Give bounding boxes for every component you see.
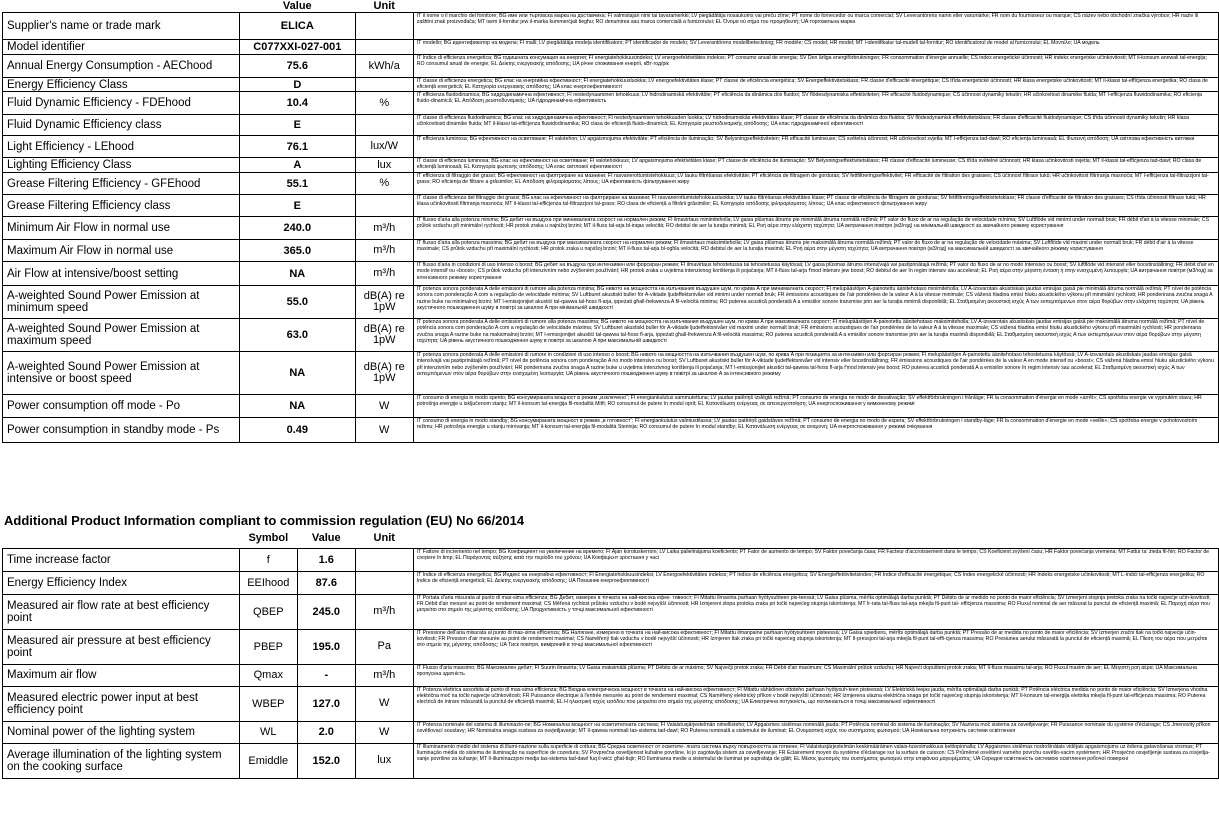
translations-cell bbox=[413, 395, 1218, 418]
table-row bbox=[3, 743, 1219, 778]
column-header-unit: Unit bbox=[373, 0, 395, 12]
table-row bbox=[3, 115, 1219, 136]
translations-text: IT potenza sonora ponderata A delle emissioni di rumore in condizioni di uso intenso o boost; BG нивото на мощността на излъчвания въздушен шум, по крива A при позицията за интензивен или форсиран режим; FI melupäästöjen A-painotettu äänitehotaso tehostetussa käytössä; LV A-izsvarotais akustiskais jaudas emisijas gaisā intensīvajā vai pastiprinātajā režīmā; PT nível de potência sonora com ponderação A no modo intensivo ou boost; SV Luftburet akustiskt buller för A-viktade ljudeffektsnivåer vid intensiv eller boostinställning; FR émissions acoustiques de l'air pondérées de la valeur A en mode intensif ou «boost»; CS vážená hladina emisí hluku akustického výkonu při intenzivním nebo zvýšeném používání; HR ponderirana zvučna snaga A razine buke u uvjetima intenzivnog korištenja ili pojačanja; MT l-emissjonijiet akustiċi tal-qawwa tal-ħoss fl-arja f'mod intensiv jew boost; RO puterea acustică ponderată A a emisiilor sonore în regim intensiv sau accelerat; EL Σταθμισμένη ακουστική ισχύς A των εκπεμπόμενων στον αέρα θορύβων στην ενισχυμένη λειτουργία; UA рівень акустичного пошкодження шуму в повітрі за шкалою A за інтенсивного режиму bbox=[416, 352, 1214, 377]
row-value: 10.4 bbox=[239, 92, 355, 115]
translations-cell bbox=[413, 55, 1218, 78]
translations-cell bbox=[413, 594, 1218, 629]
translations-cell bbox=[413, 548, 1218, 571]
row-value: 365.0 bbox=[239, 240, 355, 262]
row-label: Energy Efficiency Class bbox=[3, 78, 240, 92]
row-value: NA bbox=[239, 395, 355, 418]
row-unit: lux bbox=[355, 158, 413, 173]
row-label: Power consumption in standby mode - Ps bbox=[3, 418, 240, 443]
row-unit: W bbox=[355, 721, 413, 743]
row-unit bbox=[355, 571, 413, 594]
row-value: 195.0 bbox=[297, 629, 355, 664]
translations-cell bbox=[413, 173, 1218, 195]
row-value: 76.1 bbox=[239, 136, 355, 158]
table-header-row bbox=[3, 528, 1219, 548]
row-symbol: PBEP bbox=[239, 629, 297, 664]
table-row bbox=[3, 13, 1219, 40]
row-value: - bbox=[297, 664, 355, 686]
table-row bbox=[3, 158, 1219, 173]
row-unit: % bbox=[355, 92, 413, 115]
translations-text: IT flusso d'aria alla potenza massima; BG дебит на въздуха при максималната скорост на нормален режим; FI ilmavirtaus maksimiteholla; LV gaisa plūsmas ātrums pie maksimālā ātruma normālā režīmā; PT valor do fluxo de ar na regulação de velocidade máxima; SV Luftflöde vid maximi under normalt bruk; FR débit d'air à la vitesse maximale; CS průtok vzduchu při maximální rychlosti; HR protok zraka u najvišoj brzini; MT il-fluss tal-arja bl-ogħla veloċità; RO debitul de aer la turația maximă; EL Ροή αέρα στην μέγιστη ταχύτητα; UA витрачання повітря (м3/год) на максимальній швидкості за звичайного режиму користування bbox=[416, 240, 1194, 253]
row-label: A-weighted Sound Power Emission at minimum speed bbox=[3, 286, 240, 319]
translations-text: IT Indice di efficienza energetica; BG Индекс на енергийна ефективност; FI Energiatehokkuusindeksi; LV Energoefektivitātes indekss; PT Índice de eficiência energética; SV Energieffektivitetsindex; FR Indice d'efficacité énergétique; CS Index energetické účinnosti; HR Indeks energetske učinkovitosti; MT L-indiċi tal-effiċjenza enerġetika; RO Indice de eficiență energetică; EL Δείκτης ενεργειακής απόδοσης; UA Показник енергоефективності bbox=[416, 571, 1205, 584]
translations-text: IT potenza sonora ponderata A delle emissioni di rumore alla potenza massima; BG нивото на мощността на излъчвания въздушен шум, по крива A при максималната скорост; FI melupäästöjen A-painotettu äänitehotaso maksimiteholla; LV A-izsvarotais akustiskais jaudas emisijas gaisā pie maksimālā ātruma normālā režīmā; PT nível de potência sonora com ponderação A com a regulação de velocidade máxima; SV Luftburet akustiskt buller för A-viktade ljudeffektsnivåer vid maximi under normalt bruk; FR émissions acoustiques de l'air pondérées de la valeur A à la vitesse maximale; CS vážená hladina emisí hluku akustického výkonu při maximální rychlosti; HR ponderirana zvučna snaga A razine buke na maksimalnoj brzini; MT l-emissjonijiet akustiċi tal-qawwa tal-ħoss fl-arja, ippeżati għall-frekwenza A fil-veloċità massima; RO puterea acustică ponderată A a emisiilor sonore transmise prin aer la turația maximă disponibilă; EL Σταθμισμένη ακουστική ισχύς A των εκπεμπόμενων στον αέρα θορύβων στην μέγιστη ταχύτητα; UA рівень акустичного пошкодження шуму в повітрі за шкалою A при максимальній швидкості bbox=[416, 319, 1205, 344]
translations-text: IT classe di efficienza luminosa; BG клас на ефективност на осветяване; FI valotehokkuus; LV apgaismojuma efektivitātes klase; PT classe de eficiência de iluminação; SV Belysningseffektivitetsklass; FR classe d'efficacité lumineuse; CS třída světelné účinnosti; HR klasa učinkovitosti svjetla; MT il-klassi tal-effiċjenza tad-dawl; RO clasa de eficiență luminoasă; EL Κατηγορία φωτεινής απόδοσης; UA клас світлової ефективності bbox=[416, 158, 1202, 171]
row-symbol: QBEP bbox=[239, 594, 297, 629]
row-label: Power consumption off mode - Po bbox=[3, 395, 240, 418]
row-unit: dB(A) re 1pW bbox=[355, 352, 413, 395]
row-unit: m³/h bbox=[355, 262, 413, 286]
row-label: Annual Energy Consumption - AEChood bbox=[3, 55, 240, 78]
translations-text: IT Illuminamento medio del sistema di illumi-nazione sulla superficie di cottura; BG Средна осветеност от осветите- лната система върху повърхността за готвене; FI Valaistusjärjestelmän keskimääräinen valais-tusvoimakkuus keittopinnalla; LV Apgaismes sistēmas nodrošinātais vidējais apgaismojums uz ēdiena gatavošanas virsmas; PT Iluminação média do sistema de iluminação na superfície de cozedura; SV Povprečna osvetljenost kuhalne površine, ki jo zagotavlja sistem za osvetljevanje; FR Éclairement moyen du système d'éclairage sur la surface de cuisson; CS Průměrné osvětlení varného povrchu osvětlo-vacím systémem; HR Prosječno osvjetljenje sustava za osvjetlja-vanje površine za kuhanje; MT Il-illuminazzjoni medja tas-sistema tad-dawl fuq il-wiċċ għat-tisjir; RO Iluminarea medie a sistemului de iluminat pe suprafața de gătit; EL Μέσος φωτισμός του συστήματος φωτισμού στην επιφάνεια μαγειρέματος; UA Середня освітленість системою освітлення робочої поверхні bbox=[416, 743, 1210, 763]
row-value: 1.6 bbox=[297, 548, 355, 571]
translations-text: IT consumo di energia in modo standby; BG консумираната мощност в режим „в готовност“; FI energiankulutus valmiustilassa; LV jaudas patēriņš gaidstāves režīmā; PT consumo de energia no modo de espera; SV effektförbrukningen i standby-läge; FR la consommation d'énergie en mode «veille»; CS spotřeba energie v pohotovostním režimu; HR potrošnja energije u stanju mirovanja; MT il-konsum tal-enerġija fil-modalità Stennija; RO consumul de putere în modul standby; EL Κατανάλωση ενέργειας σε αναμονή; UA енергоспоживання у режимі очікування bbox=[416, 418, 1198, 431]
table-row bbox=[3, 78, 1219, 92]
row-symbol: Emiddle bbox=[239, 743, 297, 778]
table-row bbox=[3, 395, 1219, 418]
table-row bbox=[3, 217, 1219, 240]
row-value: 55.1 bbox=[239, 173, 355, 195]
row-label: Maximum Air Flow in normal use bbox=[3, 240, 240, 262]
row-label: Model identifier bbox=[3, 40, 240, 55]
translations-text: IT consumo di energia in modo spento; BG консумираната мощност в режим „изключено“; FI energiankulutus sammutettuna; LV jaudas patēriņš izslēgtā režīmā; PT consumo de energia no modo de desativação; SV effektförbrukningen i frånläge; FR la consommation d'énergie en mode «arrêt»; CS spotřeba energie ve vypnutém stavu; HR potrošnja energije u isključenom stanju; MT il-konsum tal-enerġija fil-modalità Mitfi; RO consumul de putere în modul oprit; EL Κατανάλωση ενέργειας σε απενεργοποίηση; UA енергоспоживання у вимкненому режимі bbox=[416, 395, 1202, 408]
row-unit bbox=[355, 13, 413, 40]
row-unit: m³/h bbox=[355, 664, 413, 686]
row-label: Grease Filtering Efficiency class bbox=[3, 195, 240, 217]
translations-text: IT flusso d'aria in condizioni di uso intenso o boost; BG дебит на въздуха при интензивен или форсиран режим; FI ilmavirtaus tehostetussa tai tehostetussa käytössä; LV gaisa plūsmas ātrums intensīvajā vai pastiprinātajā režīmā; PT valor do fluxo de ar no modo intensivo ou boost; SV luftflöde vid intensivt eller boostinställning; FR débit d'air en mode intensif ou «boost»; CS průtok vzduchu při intenzivním nebo zvýšeném používání; HR protok zraka u uvjetima intenzivnog korištenja ili pojačanja; MT il-fluss tal-arja f'mod intensiv jew boost; RO debitul de aer în regim intensiv sau accelerat; EL Ροή αέρα στην μέγιστη ένταση ή στην ενισχυμένη λειτουργία; UA витрачання повітря (м3/год) за інтенсивного режиму користування bbox=[416, 262, 1214, 281]
row-value: A bbox=[239, 158, 355, 173]
translations-text: IT modello; BG идентификатор на модела; FI malli; LV piegādātāja modeļa identifikators; PT identificador de modelo; SV Leverantörens modellbeteckning; FR modèle; CS model; HR model; MT l-identifikatur tal-mudell tal-fornitur; RO identificatorul de model al furnizorului; EL Μοντέλο; UA модель bbox=[416, 40, 1100, 46]
translations-cell bbox=[413, 136, 1218, 158]
translations-cell bbox=[413, 352, 1218, 395]
table-row bbox=[3, 352, 1219, 395]
row-label: Nominal power of the lighting system bbox=[3, 721, 240, 743]
translations-cell bbox=[413, 240, 1218, 262]
row-label: Supplier's name or trade mark bbox=[3, 13, 240, 40]
translations-text: IT efficienza fluidodinamica; BG хидродинамична ефективност; FI nestedynaaminen tehokkuus; LV hidrodinamiskā efektivitāte; PT eficiência da dinâmica dos fluidos; SV flödesdynamiska effektiviteten; FR efficacité fluidodynamique; CS účinnost dynamiky tekutin; HR učinkovitost dinamike fluida; MT l-effiċjenza fluwidodinamika; RO eficiența fluido-dinamică; EL Απόδοση ρευστοδυναμικής; UA гідродинамічна ефективність bbox=[416, 92, 1203, 105]
row-symbol: Qmax bbox=[239, 664, 297, 686]
table-header-row bbox=[3, 0, 1219, 13]
table-row bbox=[3, 262, 1219, 286]
table-row bbox=[3, 664, 1219, 686]
row-value: C077XXI-027-001 bbox=[239, 40, 355, 55]
translations-text: IT efficienza luminosa; BG ефективност на осветяване; FI valotehon; LV apgaismojuma efektivitāte; PT eficiência de iluminação; SV Belysningseffektiviteten; FR efficacité lumineuse; CS světelná účinnost; HR učinkovitost svjetla; MT l-effiċjenza tad-dawl; RO eficiența luminoasă; EL Φωτεινή απόδοση; UA світлова ефективність витяжки bbox=[416, 136, 1195, 142]
row-value: D bbox=[239, 78, 355, 92]
row-label: Time increase factor bbox=[3, 548, 240, 571]
row-value: 55.0 bbox=[239, 286, 355, 319]
translations-cell bbox=[413, 286, 1218, 319]
translations-cell bbox=[413, 92, 1218, 115]
translations-text: IT Indice di efficienza energetica; BG годишната консумация на енергия; FI energiatehokkuusindeksi; LV energoefektivitātes indekss; PT consumo anual de energia; SV Den årliga energiförbrukningen; FR consommation d'énergie annuelle; CS index energetické účinnosti; HR indeks energetske učinkovitosti; MT il-konsum annwali tal-energija; RO consumul anual de energie; EL Δείκτης ενεργειακής απόδοσης; UA річне споживання енергії, кВт·год/рік bbox=[416, 55, 1207, 68]
row-unit: m³/h bbox=[355, 240, 413, 262]
row-value: NA bbox=[239, 352, 355, 395]
row-unit: W bbox=[355, 686, 413, 721]
row-value: 75.6 bbox=[239, 55, 355, 78]
row-unit: lux/W bbox=[355, 136, 413, 158]
row-label: Average illumination of the lighting system on the cooking surface bbox=[3, 743, 240, 778]
table-row bbox=[3, 594, 1219, 629]
translations-cell bbox=[413, 721, 1218, 743]
row-value: NA bbox=[239, 262, 355, 286]
translations-text: IT Potenza nominale del sistema di illuminazio-ne; BG Номинална мощност на осветителната система; FI Valaistusjärjestelmän nimellisteho; LV Apgaismes sistēmas nominālā jauda; PT Potência nominal do sistema de iluminação; SV Nazivna moč sistema za osvetljevanje; FR Puissance nominale du système d'éclairage; CS Jmenovitý příkon osvětlovací soustavy; HR Nominalna snaga sustava za osvjetljavanje; MT Il-qawwa nominali tas-sistema tad-dawl; RO Puterea nominală a sistemului de iluminat; EL Ονομαστική ισχύς του συστήματος φωτισμού; UA Номінальна потужність системи освітлення bbox=[416, 721, 1211, 734]
table-row bbox=[3, 629, 1219, 664]
row-label: Maximum air flow bbox=[3, 664, 240, 686]
row-value: 2.0 bbox=[297, 721, 355, 743]
translations-cell bbox=[413, 115, 1218, 136]
table-row bbox=[3, 686, 1219, 721]
row-label: Fluid Dynamic Efficiency - FDEhood bbox=[3, 92, 240, 115]
section-title-additional-info: Additional Product Information compliant to commission regulation (EU) No 66/2014 bbox=[4, 513, 525, 528]
row-label: Lighting Efficiency Class bbox=[3, 158, 240, 173]
row-unit: dB(A) re 1pW bbox=[355, 286, 413, 319]
row-unit: Pa bbox=[355, 629, 413, 664]
translations-cell bbox=[413, 571, 1218, 594]
table-row bbox=[3, 240, 1219, 262]
translations-cell bbox=[413, 13, 1218, 40]
row-unit bbox=[355, 78, 413, 92]
row-symbol: EEIhood bbox=[239, 571, 297, 594]
table-row bbox=[3, 40, 1219, 55]
translations-cell bbox=[413, 195, 1218, 217]
translations-cell bbox=[413, 743, 1218, 778]
table-row bbox=[3, 721, 1219, 743]
row-unit bbox=[355, 115, 413, 136]
row-unit: dB(A) re 1pW bbox=[355, 319, 413, 352]
translations-text: IT il nome o il marchio del fornitore; BG име или търговска марка на доставчика; FI valmistajan nimi tai tavaramerkki; LV piegādātāja nosaukums vai preču zīme; PT nome do fornecedor ou marca comercial; SV Leverantörens namn eller varumärke; FR nom du fournisseur ou marque; CS název nebo obchodní značka výrobce; HR naziv ili zaštitni znak proizvođača; MT isem il-fornitur jew il-marka kummerċjali tiegħu; RO denumirea sau marca comercială a furnizorului; EL Όνομα ού σήμα του προμηθευτή; UA торговельна марка bbox=[416, 13, 1199, 26]
additional-info-table bbox=[2, 528, 1219, 779]
row-unit: lux bbox=[355, 743, 413, 778]
row-unit: % bbox=[355, 173, 413, 195]
translations-text: IT Flusso d'aria massimo; BG Максимален дебит; FI Suurin ilmavirta; LV Gaisa maksimālā plūsma; PT Débito de ar máximo; SV Največji pretok zraka; FR Débit d'air maximum; CS Maximální průtok vzduchu; HR Najveći dopušteni protok zraka; MT Il-fluss massimu tal-arja; RO Fluxul maxim de aer; EL Μέγιστη ροή αέρα; UA Максимальна пропускна здатність bbox=[416, 664, 1197, 677]
row-symbol: f bbox=[239, 548, 297, 571]
translations-cell bbox=[413, 629, 1218, 664]
translations-text: IT classe di efficienza del filtraggio dei grassi; BG клас на ефективност на филтриране на мазнини; FI rasvanerottumistehokkuusluokka; LV tauku filtrēšanas efektivitātes klase; PT classe de eficiência de filtragem de gorduras; SV fettfiltreringseffektivitetsklass; FR classe d'efficacité de filtration des graisses; CS třída účinnosti filtrace tuků; HR klasa učinkovitosti filtriranja masnoća; MT il-klassi tal-effiċjenza tal-filtrazzjoni tal-grass; RO clasa de eficiență a filtrării grăsimilor; EL Κατηγορία απόδοσης φιλτραρίσματος λίπους; UA клас ефективності фільтрування жиру bbox=[416, 195, 1206, 208]
translations-cell bbox=[413, 78, 1218, 92]
row-value: 0.49 bbox=[239, 418, 355, 443]
row-label: Measured electric power input at best efficiency point bbox=[3, 686, 240, 721]
row-label: A-weighted Sound Power Emission at maximum speed bbox=[3, 319, 240, 352]
translations-cell bbox=[413, 40, 1218, 55]
column-header-value: Value bbox=[311, 531, 341, 544]
translations-text: IT potenza sonora ponderata A delle emissioni di rumore alla potenza minima; BG нивото на мощността на излъчвания въздушен шум, по крива A при минималната скорост; FI melupäästöjen A-painotettu äänitehotaso minimiteholla; LV A-izsvarotais akustiskais jaudas emisijas gaisā pie minimālā ātruma normālā režīmā; PT nível de potência sonora com ponderação A com a regulação de velocidade mínima; SV Luftburet akustiskt buller för A-viktade ljudeffektsnivåer vid minimi under normalt bruk; FR émissions acoustiques de l'air pondérées de la valeur A à la vitesse minimale; CS vážená hladina emisí hluku akustického výkonu při minimální rychlosti; HR ponderirana zvučna snaga A razine buke na minimalnoj brzini; MT l-emissjonijiet akustiċi tal-qawwa tal-ħoss fl-arja, ippeżati għall-frekwenza A fil-veloċità minima; RO puterea acustică ponderată A a emisiilor sonore transmise prin aer la turația minimă disponibilă; EL Σταθμισμένη ακουστική ισχύς A των εκπεμπόμενων στον αέρα θορύβων στην ελάχιστη ταχύτητα; UA рівень акустичного пошкодження шуму в повітрі за шкалою A при мінімальній швидкості bbox=[416, 286, 1213, 311]
row-value: E bbox=[239, 115, 355, 136]
row-unit: kWh/a bbox=[355, 55, 413, 78]
row-label: Minimum Air Flow in normal use bbox=[3, 217, 240, 240]
row-label: Measured air flow rate at best efficiency point bbox=[3, 594, 240, 629]
table-row bbox=[3, 173, 1219, 195]
table-row bbox=[3, 548, 1219, 571]
column-header-unit: Unit bbox=[373, 531, 395, 544]
translations-text: IT classe di efficienza energetica; BG клас на енергийна ефективност; FI energiatehokkuusluokka; LV energoefektivitātes klase; PT classe de eficiência energética; SV Energieffektivitetsklass; FR classe d'efficacité énergétique; CS třída energetické účinnosti; HR klasa energetske učinkovitosti; MT il-klassi tal-effiċjenza enerġetika; RO clasa de eficiență energetică; EL Κατηγορία ενεργειακής απόδοσης; UA клас енергоефективності bbox=[416, 78, 1208, 91]
row-label: Air Flow at intensive/boost setting bbox=[3, 262, 240, 286]
translations-cell bbox=[413, 158, 1218, 173]
row-label: Measured air pressure at best efficiency point bbox=[3, 629, 240, 664]
row-value: 63.0 bbox=[239, 319, 355, 352]
translations-text: IT Portata d'aria misurata al punto di mas-sima efficienza; BG Дебит, измерен в точката на най-висока ефек- тивност; FI Mitattu ilmavirta parhaan hyötysuhteen pis-teessä; LV Gaisa plūsma, mērīta optimālajā darba punktā; PT Débito de ar medido no ponto de maior eficiência; SV Izmerjeni stopnja pretoka zraka na točki najvećje učin-kovitosti; FR Débit d'air mesuré au point de rendement maximal; CS Měřená rychlost průtoku vzduchu v bodě nejvyšší účinnosti; HR Izmjereni stopa protoka zraka pri točki najvećeg stupnja iskoristenja; MT Ir-rata tal-fluss tal-arja mkejla fil-punt tal- effiċjenza massima; RO Fluxul nominal de aer măsurat la punctul de eficiență maximă; EL Παροχή αέρα που μετρείται στο σημείο της μέγιστης απόδοσης; UA Продуктивність у точці максимальної ефективності bbox=[416, 594, 1211, 614]
column-header-value: Value bbox=[282, 0, 312, 12]
translations-text: IT classe di efficienza fluidodinamica; BG клас на хидродинамична ефективност; FI nestedynaamisen tehokkuuden luokka; LV hidrodinamiskās efektivitātes klase; PT classe de eficiência da dinâmica dos fluidos; SV flödesdynamisk effektivitetsklass; FR classe d'efficacité fluidodynamique; CS třída účinnosti dynamiky tekutin; HR klasa učinkovitosti dinamike fluida; MT il-klassi tal-effiċjenza fluwidodinamika; RO clasa de eficiență fluido-dinamică; EL Κατηγορία ρευστοδυναμικής απόδοσης; UA клас гідродинамічної ефективності bbox=[416, 115, 1189, 128]
table-row bbox=[3, 571, 1219, 594]
row-label: Fluid Dynamic Efficiency class bbox=[3, 115, 240, 136]
row-value: 245.0 bbox=[297, 594, 355, 629]
row-value: 240.0 bbox=[239, 217, 355, 240]
translations-text: IT Fattore di incremento nel tempo; BG Коефициент на увеличение на времето; FI Ajan korotuskerroin; LV Laika palielinājuma koeficients; PT Fator de aumento de tempo; SV Faktor povečanja časa; FR Facteur d'accroissement dans le temps; CS Koeficient zvýšení času; HR Faktor povećanja vremena; MT Fattur ta' żieda fil-ħin; RO Factor de creștere în timp; EL Παράγοντας αύξησης κατά την περίοδο του χρόνου; UA Коефіцієнт зростання у часі bbox=[416, 548, 1210, 561]
translations-text: IT Pressione dell'aria misurata al punto di mas-sima efficienza; BG Налягане, измерено в точката на най-висока ефективност; FI Mitattu ilmanpaine parhaan hyötysuhteen pisteessä; LV Gaisa spiediens, mērīts optimālajā darba punktā; PT Pressão de ar medida no ponto de maior eficiência; SV Izmerjen zračni tlak na točki najvećje učin-kovitosti; FR Pression d'air mesurée au point de rendement maximal; CS Naměřený tlak vzduchu v bodě nejvyšší účinnosti; HR Izmjeren tlak zraka pri točki najvećeg stupnja iskoristenja; MT Il-pressjoni tal-arja mkejla fil-punt tal-effi-ċjenza massima; RO Presiunea aerului măsurată la punctul de eficiență maximă; EL Πίεση του αέρα που μετρείται στο σημείο της μέγιστης απόδοσης; UA Тиск повітря, виміряний в точці максимальної ефективності bbox=[416, 629, 1208, 649]
row-unit: W bbox=[355, 418, 413, 443]
row-unit: W bbox=[355, 395, 413, 418]
table-row bbox=[3, 195, 1219, 217]
row-unit bbox=[355, 40, 413, 55]
row-label: A-weighted Sound Power Emission at intensive or boost speed bbox=[3, 352, 240, 395]
table-row bbox=[3, 418, 1219, 443]
row-symbol: WL bbox=[239, 721, 297, 743]
row-label: Light Efficiency - LEhood bbox=[3, 136, 240, 158]
translations-text: IT Potenza elettrica assorbita al punto di mas-sima efficienza; BG Входна електрическа мощност в точката на най-висока ефективност; FI Mitattu sähköinen ottoteho parhaan hyötysuh-teen pisteessä; LV Elektriskā ieejas jauda, mērīta optimālajā darba punktā; PT Potência eléctrica medida no ponto de maior eficiência; SV Izmerjena vhodna električna moč na točki najvećje učinkovitosti; FR Puissance électrique à l'entrée mesurée au point de rendement maximal; CS Naměřený elektrický příkon v bodě nejvyšší účinnosti; HR Izmjerena ulazna električna snaga pri točki najvećeg stupnja iskoristenja; MT Il-konsum tal-enerġija elettrika mkejla fil-punt tal-effiċjenza massima; RO Puterea electrică de intrare măsurată la punctul de eficiență maximă; EL Η ηλεκτρική ισχύς εισόδου που μετρείται στο σημείο της μέγιστης απόδοσης; UA Електрична потужність, що поглинається в точці максимальної ефективності bbox=[416, 686, 1208, 706]
translations-cell bbox=[413, 262, 1218, 286]
row-value: 152.0 bbox=[297, 743, 355, 778]
row-unit bbox=[355, 548, 413, 571]
row-unit bbox=[355, 195, 413, 217]
row-value: ELICA bbox=[239, 13, 355, 40]
table-row bbox=[3, 286, 1219, 319]
table-row bbox=[3, 319, 1219, 352]
translations-cell bbox=[413, 319, 1218, 352]
translations-text: IT flusso d'aria alla potenza minima; BG дебит на въздуха при минималната скорост на нормален режим; FI ilmavirtaus minimiteholla; LV gaisa plūsmas ātrums pie minimālā ātruma normālā režīmā; PT valor do fluxo de ar na regulação de velocidade mínima; SV Luftflöde vid minimi under normalt bruk; FR débit d'air à la vitesse minimale; CS průtok vzduchu při minimální rychlosti; HR protok zraka u najnižoj brzini; MT il-fluss tal-arja bl-inqas veloċità; RO debitul de aer la turația minimă; EL Ροή αέρα στην ελάχιστη ταχύτητα; UA витрачання повітря (м3/год) на мінімальній швидкості за звичайного режиму користування bbox=[416, 217, 1210, 230]
product-info-table bbox=[2, 0, 1219, 443]
row-symbol: WBEP bbox=[239, 686, 297, 721]
row-value: E bbox=[239, 195, 355, 217]
translations-cell bbox=[413, 418, 1218, 443]
row-value: 87.6 bbox=[297, 571, 355, 594]
column-header-symbol: Symbol bbox=[248, 531, 289, 544]
translations-cell bbox=[413, 686, 1218, 721]
translations-cell bbox=[413, 217, 1218, 240]
translations-text: IT efficienza di filtraggio dei grassi; BG ефективност на филтриране на мазнини; FI rasvanerottumistehokkuus; LV tauku filtrēšanas efektivitāte; PT eficiência de filtragem de gorduras; SV fettfiltreringseffektivitet; FR efficacité de filtration des graisses; CS účinnost filtrace tuků; HR učinkovitost filtriranja masnoća; MT l-effiċjenza tal-filtrazzjoni tal-grass; RO eficiența de filtrare a grăsimilor; EL Απόδοση φιλτραρίσματος λίπους; UA ефективність фільтрування жиру bbox=[416, 173, 1209, 186]
row-unit: m³/h bbox=[355, 594, 413, 629]
row-unit: m³/h bbox=[355, 217, 413, 240]
translations-cell bbox=[413, 664, 1218, 686]
row-label: Grease Filtering Efficiency - GFEhood bbox=[3, 173, 240, 195]
table-row bbox=[3, 92, 1219, 115]
table-row bbox=[3, 55, 1219, 78]
row-label: Energy Efficiency Index bbox=[3, 571, 240, 594]
table-row bbox=[3, 136, 1219, 158]
row-value: 127.0 bbox=[297, 686, 355, 721]
